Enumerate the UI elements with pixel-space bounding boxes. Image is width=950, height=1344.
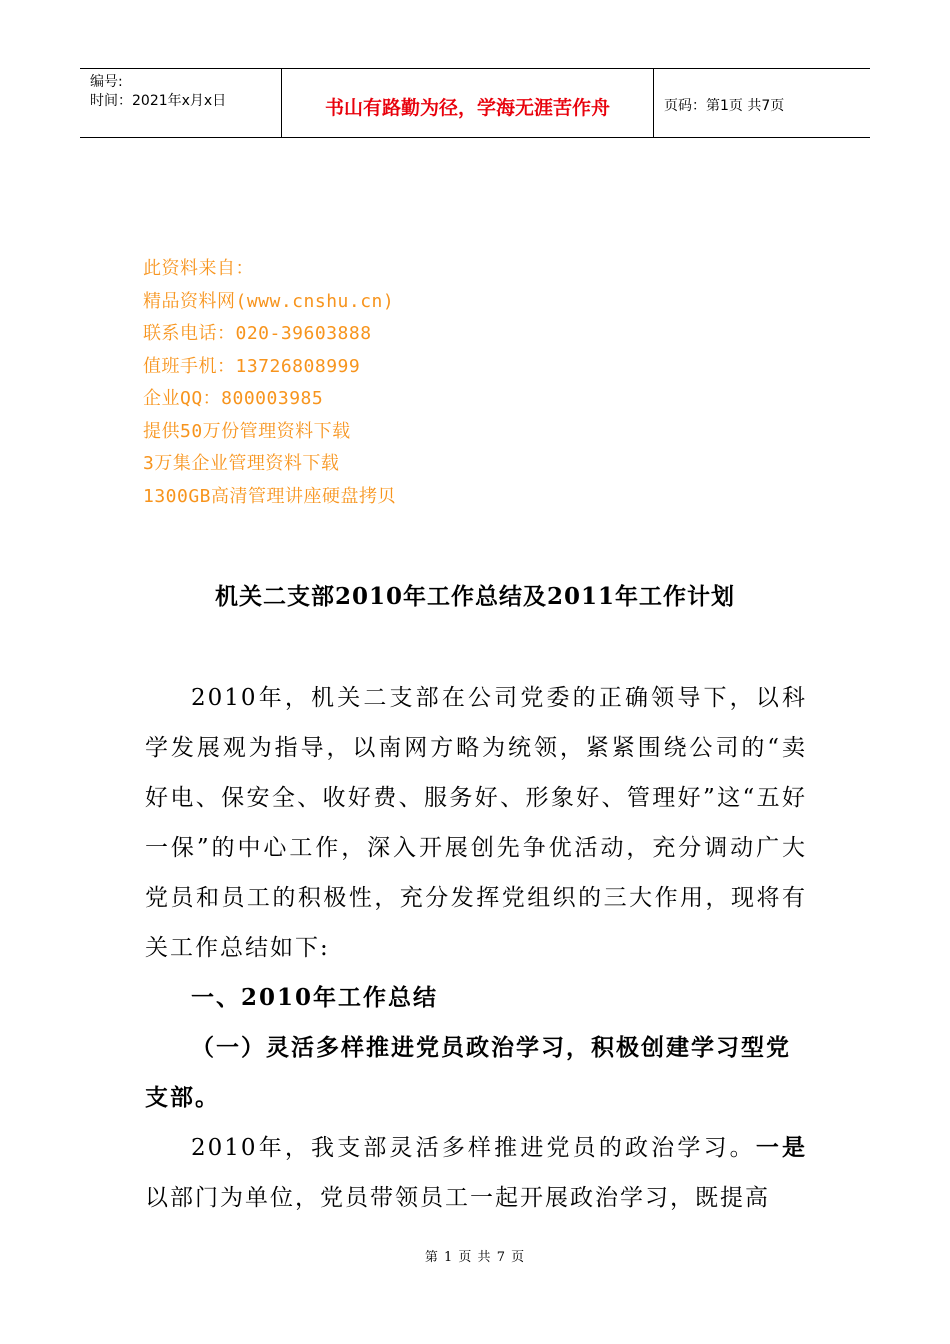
source-line: 此资料来自： [143, 258, 254, 279]
header-time-label: 时间：2021年x月x日 [90, 93, 227, 109]
source-line: 精品资料网(www.cnshu.cn) [143, 290, 395, 312]
source-line: 企业QQ：800003985 [143, 388, 324, 409]
header-code-label: 编号: [90, 74, 123, 90]
header-table [80, 68, 870, 138]
body-paragraph [145, 1123, 807, 1223]
source-info-block [143, 253, 396, 513]
header-page-info: 页码：第1页 共7页 [664, 98, 785, 114]
header-meta-cell [80, 69, 282, 137]
section-heading: 一、2010年工作总结 [191, 984, 439, 1011]
paragraph-text: 2010年，我支部灵活多样推进党员的政治学习。 [191, 1135, 756, 1161]
paragraph-text: 以部门为单位，党员带领员工一起开展政治学习，既提高 [145, 1185, 770, 1211]
header-motto: 书山有路勤为径，学海无涯苦作舟 [282, 69, 654, 137]
source-line: 联系电话：020-39603888 [143, 323, 372, 344]
source-line: 1300GB高清管理讲座硬盘拷贝 [143, 485, 397, 507]
source-line: 提供50万份管理资料下载 [143, 420, 351, 442]
source-line: 3万集企业管理资料下载 [143, 453, 340, 474]
document-title: 机关二支部2010年工作总结及2011年工作计划 [214, 583, 736, 610]
subsection-heading: （一）灵活多样推进党员政治学习，积极创建学习型党支部。 [145, 1034, 791, 1111]
intro-paragraph: 2010年，机关二支部在公司党委的正确领导下，以科学发展观为指导，以南网方略为统领，紧紧围绕公司的“卖好电、保安全、收好费、服务好、形象好、管理好”这“五好一保”的中心工作，深入开展创先争优活动，充分调动广大党员和员工的积极性，充分发挥党组织的三大作用，现将有关工作总结如下: [145, 685, 807, 961]
document-body [145, 673, 807, 1223]
paragraph-emphasis: 一是 [755, 1134, 807, 1161]
source-line: 值班手机：13726808999 [143, 355, 361, 377]
page-footer: 第 1 页 共 7 页 [424, 1250, 526, 1265]
